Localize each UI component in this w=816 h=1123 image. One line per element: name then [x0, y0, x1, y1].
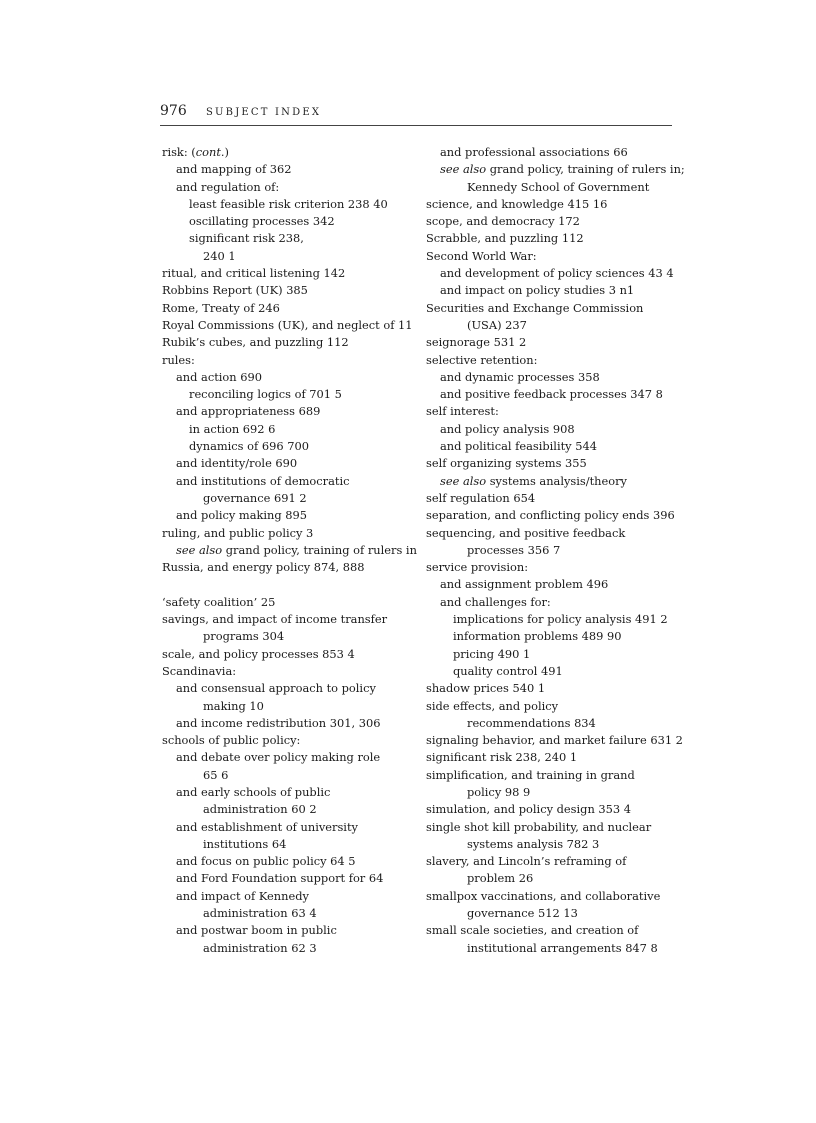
index-entry-text: and early schools of public — [176, 784, 331, 799]
index-entry-text: and policy analysis 908 — [440, 421, 575, 436]
index-entry — [162, 490, 414, 507]
index-entry — [162, 940, 414, 957]
index-entry — [426, 507, 676, 524]
index-entry — [426, 161, 685, 178]
index-entry — [426, 698, 676, 715]
index-entry-text: and establishment of university — [176, 819, 358, 834]
index-entry-text: and professional associations 66 — [440, 145, 628, 159]
index-entry — [162, 455, 414, 472]
index-entry-text: reconciling logics of 701 5 — [189, 387, 342, 402]
index-entry — [162, 680, 414, 697]
index-entry-text: risk: ( — [162, 145, 196, 159]
index-entry — [162, 403, 414, 420]
index-entry-text: significant risk 238, — [189, 231, 304, 246]
index-entry — [162, 300, 414, 317]
index-entry — [162, 265, 414, 282]
index-entry — [426, 196, 676, 213]
page-header — [160, 103, 672, 126]
index-entry — [426, 282, 676, 299]
index-entry — [426, 421, 676, 438]
index-entry-text: and positive feedback processes 347 8 — [440, 387, 663, 402]
index-entry-text: simplification, and training in grand — [426, 767, 635, 782]
index-entry — [426, 559, 676, 576]
cross-reference-label: cont. — [195, 145, 225, 159]
index-entry — [426, 922, 676, 939]
index-entry-text: oscillating processes 342 — [189, 214, 335, 229]
index-entry-text: shadow prices 540 1 — [426, 681, 546, 696]
index-entry — [426, 300, 676, 317]
index-entry — [426, 801, 676, 818]
index-entry-text: and action 690 — [176, 369, 262, 384]
index-entry — [426, 542, 676, 559]
index-entry-text: and appropriateness 689 — [176, 404, 321, 419]
index-entry-text: and focus on public policy 64 5 — [176, 854, 356, 869]
index-entry-text: small scale societies, and creation of — [426, 923, 639, 938]
index-entry-text: governance 512 13 — [467, 906, 578, 921]
index-entry-text: Rubik’s cubes, and puzzling 112 — [162, 335, 349, 350]
index-entry — [426, 836, 676, 853]
index-entry — [162, 317, 414, 334]
index-entry — [426, 819, 676, 836]
index-entry-text: institutions 64 — [203, 836, 287, 851]
index-entry — [426, 888, 676, 905]
index-entry-text: sequencing, and positive feedback — [426, 525, 626, 540]
index-entry — [162, 732, 414, 749]
index-entry-text: administration 62 3 — [203, 940, 317, 955]
index-entry — [162, 386, 414, 403]
index-entry — [426, 576, 676, 593]
index-entry-text: Royal Commissions (UK), and neglect of 11 — [162, 317, 413, 332]
index-entry — [162, 161, 414, 178]
index-entry-text: Russia, and energy policy 874, 888 — [162, 560, 365, 575]
index-entry — [426, 455, 676, 472]
index-entry-text: selective retention: — [426, 352, 538, 367]
index-entry-text: savings, and impact of income transfer — [162, 612, 388, 627]
index-entry-text: separation, and conflicting policy ends 396 — [426, 508, 675, 523]
index-entry — [426, 905, 676, 922]
index-entry — [426, 403, 676, 420]
running-head: SUBJECT INDEX — [206, 107, 322, 118]
index-entry — [162, 870, 414, 887]
index-entry-text: and development of policy sciences 43 4 — [440, 266, 674, 281]
cross-reference-label: see also — [440, 473, 487, 488]
index-entry — [426, 594, 676, 611]
index-entry-text: 65 6 — [203, 767, 229, 782]
index-entry-text: single shot kill probability, and nuclear — [426, 819, 652, 834]
index-entry-text: and identity/role 690 — [176, 456, 298, 471]
index-entry-text: self organizing systems 355 — [426, 456, 587, 471]
index-entry-text: Robbins Report (UK) 385 — [162, 283, 308, 298]
index-entry-text: ) — [224, 145, 229, 159]
index-entry — [162, 767, 414, 784]
index-entry — [426, 230, 676, 247]
index-entry-text: rules: — [162, 352, 195, 367]
index-entry — [426, 628, 676, 645]
cross-reference-label: see also — [440, 162, 487, 177]
index-entry-text: 240 1 — [203, 248, 236, 263]
index-entry-text: ruling, and public policy 3 — [162, 525, 314, 540]
index-entry-text: and assignment problem 496 — [440, 577, 609, 592]
index-entry-text: quality control 491 — [453, 663, 563, 678]
index-entry-text: service provision: — [426, 560, 529, 575]
index-entry — [162, 473, 414, 490]
index-entry-text: recommendations 834 — [467, 715, 596, 730]
index-entry-text: self interest: — [426, 404, 499, 419]
index-entry-text: administration 60 2 — [203, 802, 317, 817]
index-entry — [426, 732, 683, 749]
index-entry-text: grand policy, training of rulers in; — [486, 162, 685, 177]
index-entry-text: information problems 489 90 — [453, 629, 622, 644]
index-entry-text: science, and knowledge 415 16 — [426, 196, 608, 211]
index-entry — [162, 611, 414, 628]
index-entry-text: implications for policy analysis 491 2 — [453, 612, 668, 627]
index-entry — [426, 715, 676, 732]
index-entry — [162, 352, 414, 369]
index-entry-text: self regulation 654 — [426, 490, 536, 505]
index-entry — [426, 680, 676, 697]
index-entry — [426, 438, 676, 455]
index-entry-text: grand policy, training of rulers in — [222, 542, 417, 557]
index-entry — [162, 801, 414, 818]
index-entry-text: governance 691 2 — [203, 490, 307, 505]
index-entry — [426, 213, 676, 230]
index-entry — [426, 317, 676, 334]
index-entry — [162, 905, 414, 922]
index-entry — [162, 698, 414, 715]
index-entry-text: and postwar boom in public — [176, 923, 337, 938]
index-entry — [162, 507, 414, 524]
index-entry — [426, 784, 676, 801]
index-entry-text: systems analysis/theory — [486, 473, 627, 488]
index-entry — [426, 473, 676, 490]
index-entry-text: smallpox vaccinations, and collaborative — [426, 888, 661, 903]
index-entry-text: and regulation of: — [176, 179, 280, 194]
index-entry — [162, 922, 414, 939]
index-entry — [426, 369, 676, 386]
index-entry-text: (USA) 237 — [467, 317, 527, 332]
index-entry-text: and impact of Kennedy — [176, 888, 309, 903]
index-entry — [426, 525, 676, 542]
index-entry — [162, 334, 414, 351]
index-entry — [426, 490, 676, 507]
index-entry-text: ‘safety coalition’ 25 — [162, 594, 276, 609]
index-entry-text: institutional arrangements 847 8 — [467, 940, 658, 955]
index-entry — [426, 352, 676, 369]
index-gap — [162, 576, 414, 593]
index-entry — [426, 265, 676, 282]
index-entry-text: simulation, and policy design 353 4 — [426, 802, 632, 817]
index-entry-text: side effects, and policy — [426, 698, 559, 713]
index-entry-text: slavery, and Lincoln’s reframing of — [426, 854, 627, 869]
index-entry-text: seignorage 531 2 — [426, 335, 527, 350]
index-entry — [162, 230, 414, 247]
index-entry — [426, 144, 676, 161]
index-entry — [162, 179, 414, 196]
index-entry — [162, 749, 414, 766]
index-entry-text: signaling behavior, and market failure 631 2 — [426, 733, 683, 748]
index-entry — [162, 213, 414, 230]
index-entry — [426, 870, 676, 887]
index-entry — [162, 421, 414, 438]
index-entry — [426, 646, 676, 663]
index-entry — [162, 438, 414, 455]
index-entry-text: and challenges for: — [440, 594, 551, 609]
index-entry — [426, 248, 676, 265]
index-entry-text: policy 98 9 — [467, 784, 531, 799]
index-entry — [426, 749, 676, 766]
index-entry-text: and Ford Foundation support for 64 — [176, 871, 384, 886]
index-entry — [426, 334, 676, 351]
index-entry-text: ritual, and critical listening 142 — [162, 266, 346, 281]
index-entry-text: Securities and Exchange Commission — [426, 300, 644, 315]
index-entry-text: dynamics of 696 700 — [189, 439, 309, 454]
index-entry-text: processes 356 7 — [467, 542, 561, 557]
index-entry-text: Scandinavia: — [162, 663, 237, 678]
index-entry — [162, 559, 414, 576]
index-entry-text: pricing 490 1 — [453, 646, 531, 661]
index-entry-text: and debate over policy making role — [176, 750, 381, 765]
index-entry-text: and institutions of democratic — [176, 473, 350, 488]
index-entry — [162, 542, 417, 559]
index-entry — [162, 369, 414, 386]
index-entry — [162, 594, 414, 611]
index-entry-text: scale, and policy processes 853 4 — [162, 646, 355, 661]
index-entry — [162, 888, 414, 905]
index-entry — [162, 525, 414, 542]
index-entry — [426, 386, 676, 403]
index-entry — [426, 767, 676, 784]
index-entry-text: significant risk 238, 240 1 — [426, 750, 578, 765]
index-entry-text: scope, and democracy 172 — [426, 214, 580, 229]
index-entry-text: in action 692 6 — [189, 421, 276, 436]
index-entry-text: Rome, Treaty of 246 — [162, 300, 280, 315]
index-entry-text: and mapping of 362 — [176, 162, 292, 177]
index-entry-text: and income redistribution 301, 306 — [176, 715, 381, 730]
index-entry — [426, 940, 676, 957]
index-column-left — [162, 144, 417, 957]
index-entry — [426, 663, 676, 680]
index-entry — [426, 853, 676, 870]
index-entry — [162, 646, 414, 663]
index-entry-text: schools of public policy: — [162, 733, 301, 748]
index-entry-text: systems analysis 782 3 — [467, 836, 600, 851]
index-entry — [162, 248, 414, 265]
index-entry — [426, 611, 676, 628]
index-entry-text: administration 63 4 — [203, 906, 317, 921]
index-entry-text: and dynamic processes 358 — [440, 369, 600, 384]
index-entry-text: Kennedy School of Government — [467, 179, 650, 194]
index-entry-text: and policy making 895 — [176, 508, 308, 523]
index-entry-text: least feasible risk criterion 238 40 — [189, 196, 388, 211]
index-entry — [162, 715, 414, 732]
index-entry-text: problem 26 — [467, 871, 534, 886]
index-entry — [162, 628, 414, 645]
index-entry-text: Second World War: — [426, 248, 537, 263]
index-entry — [162, 144, 414, 161]
index-entry-text: Scrabble, and puzzling 112 — [426, 231, 584, 246]
cross-reference-label: see also — [176, 542, 223, 557]
index-entry — [162, 819, 414, 836]
page-number: 976 — [160, 103, 187, 119]
index-entry — [162, 784, 414, 801]
index-entry — [162, 663, 414, 680]
index-entry-text: and political feasibility 544 — [440, 439, 597, 454]
index-entry-text: and consensual approach to policy — [176, 681, 376, 696]
index-entry-text: and impact on policy studies 3 n1 — [440, 283, 635, 298]
index-entry — [162, 853, 414, 870]
index-column-right — [426, 144, 685, 957]
index-entry-text: making 10 — [203, 698, 264, 713]
index-entry-text: programs 304 — [203, 629, 285, 644]
index-entry — [426, 179, 676, 196]
index-entry — [162, 282, 414, 299]
index-entry — [162, 196, 414, 213]
index-entry — [162, 836, 414, 853]
